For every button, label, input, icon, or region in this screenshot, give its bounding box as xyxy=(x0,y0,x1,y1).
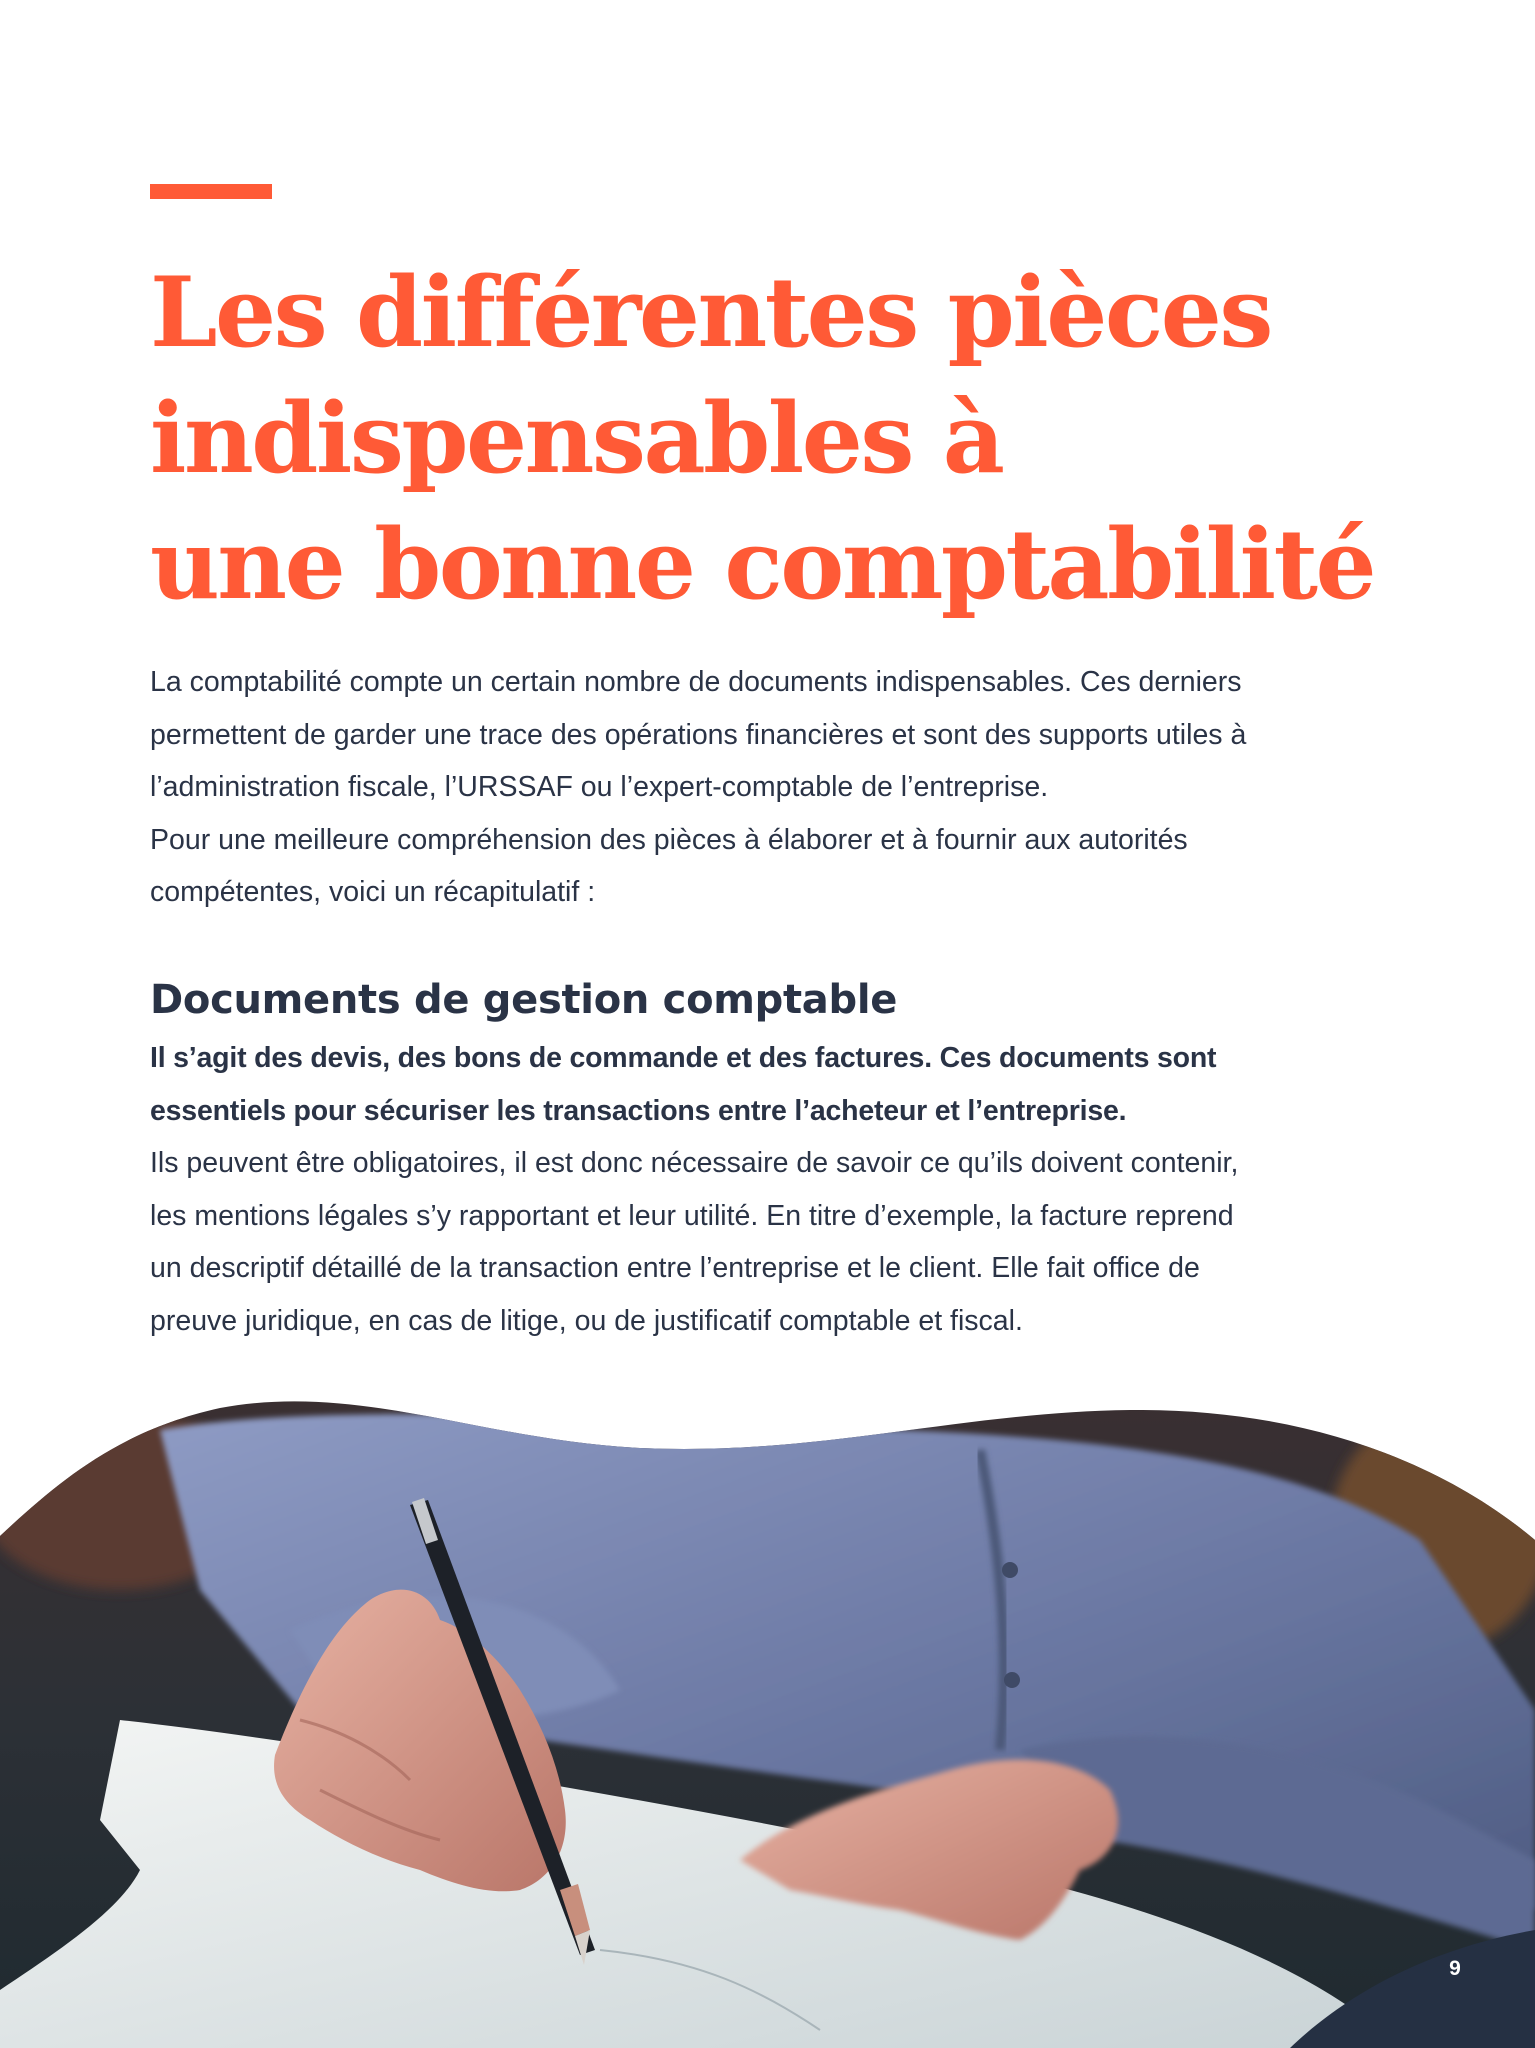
page-title-line: indispensables à xyxy=(150,382,1003,495)
intro-line: Pour une meilleure compréhension des pièces à élaborer et à fournir aux autorités xyxy=(150,823,1188,856)
intro-line: permettent de garder une trace des opérations financières et sont des supports utiles à xyxy=(150,718,1247,751)
intro-line: compétentes, voici un récapitulatif : xyxy=(150,876,596,908)
page-number: 9 xyxy=(1449,1957,1461,1980)
section-heading: Documents de gestion comptable xyxy=(150,977,898,1023)
hand-writing-with-pen-photo xyxy=(0,1390,1535,2048)
page-title-line: Les différentes pièces xyxy=(150,256,1271,369)
intro-line: l’administration fiscale, l’URSSAF ou l’expert-comptable de l’entreprise. xyxy=(150,771,1049,803)
section-body-line: les mentions légales s’y rapportant et leur utilité. En titre d’exemple, la facture reprend xyxy=(150,1199,1234,1232)
section-body-line: un descriptif détaillé de la transaction entre l’entreprise et le client. Elle fait office de xyxy=(150,1252,1200,1284)
intro-line: La comptabilité compte un certain nombre de documents indispensables. Ces derniers xyxy=(150,666,1242,698)
section-lead-line: Il s’agit des devis, des bons de commande et des factures. Ces documents sont xyxy=(150,1042,1217,1074)
section-lead-line: essentiels pour sécuriser les transactions entre l’acheteur et l’entreprise. xyxy=(150,1094,1127,1127)
page-title xyxy=(150,250,1400,628)
section-body-line: Ils peuvent être obligatoires, il est donc nécessaire de savoir ce qu’ils doivent contenir, xyxy=(150,1147,1239,1179)
page-title-line: une bonne comptabilité xyxy=(150,508,1375,621)
title-accent-bar xyxy=(150,184,272,199)
section-body-line: preuve juridique, en cas de litige, ou de justificatif comptable et fiscal. xyxy=(150,1304,1023,1337)
section-body xyxy=(150,1032,1400,1347)
intro-paragraph xyxy=(150,656,1400,919)
